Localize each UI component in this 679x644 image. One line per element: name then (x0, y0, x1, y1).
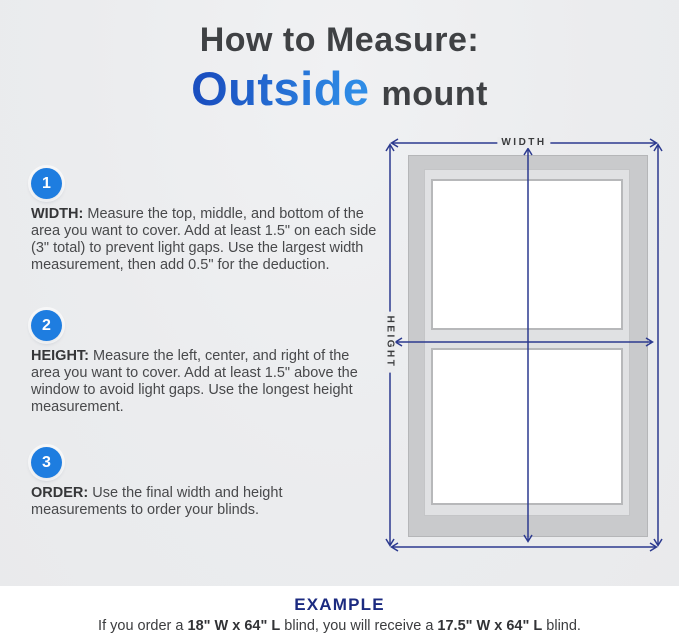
example-heading: EXAMPLE (294, 595, 385, 614)
step-3-text (31, 485, 379, 519)
example-footer (0, 586, 679, 644)
step-2-body: Measure the left, center, and right of the area you want to cover. Add at least 1.5" above the window to avoid light gaps. Use the longest height measurement. (31, 348, 358, 415)
measurement-arrows (376, 128, 674, 560)
step-3-label: ORDER: (31, 485, 89, 501)
example-ordered-size: 18" W x 64" L (187, 618, 281, 634)
step-1-text (31, 206, 379, 274)
title-line2 (0, 61, 679, 116)
step-order (31, 447, 381, 519)
window-measure-diagram (376, 128, 674, 560)
example-seg-1: If you order a (98, 618, 188, 634)
step-1-number-badge: 1 (31, 168, 62, 199)
example-seg-5: blind. (542, 618, 581, 634)
step-3-number-badge: 3 (31, 447, 62, 478)
height-label: HEIGHT (385, 312, 396, 373)
title-mount-word: mount (381, 75, 488, 114)
step-2-number-badge: 2 (31, 310, 62, 341)
step-height (31, 310, 381, 416)
example-received-size: 17.5" W x 64" L (437, 618, 543, 634)
page-title (0, 22, 679, 116)
step-1-body: Measure the top, middle, and bottom of the area you want to cover. Add at least 1.5" on each side (3" total) to prevent light gaps. Use the largest width measurement, then add 0.5" for the deduction. (31, 206, 377, 273)
step-3-body: Use the final width and height measurements to order your blinds. (31, 485, 283, 518)
title-line1: How to Measure: (199, 21, 480, 59)
step-2-text (31, 348, 379, 416)
step-2-label: HEIGHT: (31, 348, 89, 364)
step-1-label: WIDTH: (31, 206, 84, 222)
step-width (31, 168, 381, 274)
width-label: WIDTH (497, 137, 550, 148)
example-sentence (0, 618, 679, 634)
title-mount-type: Outside (191, 62, 370, 116)
example-seg-3: blind, you will receive a (280, 618, 438, 634)
